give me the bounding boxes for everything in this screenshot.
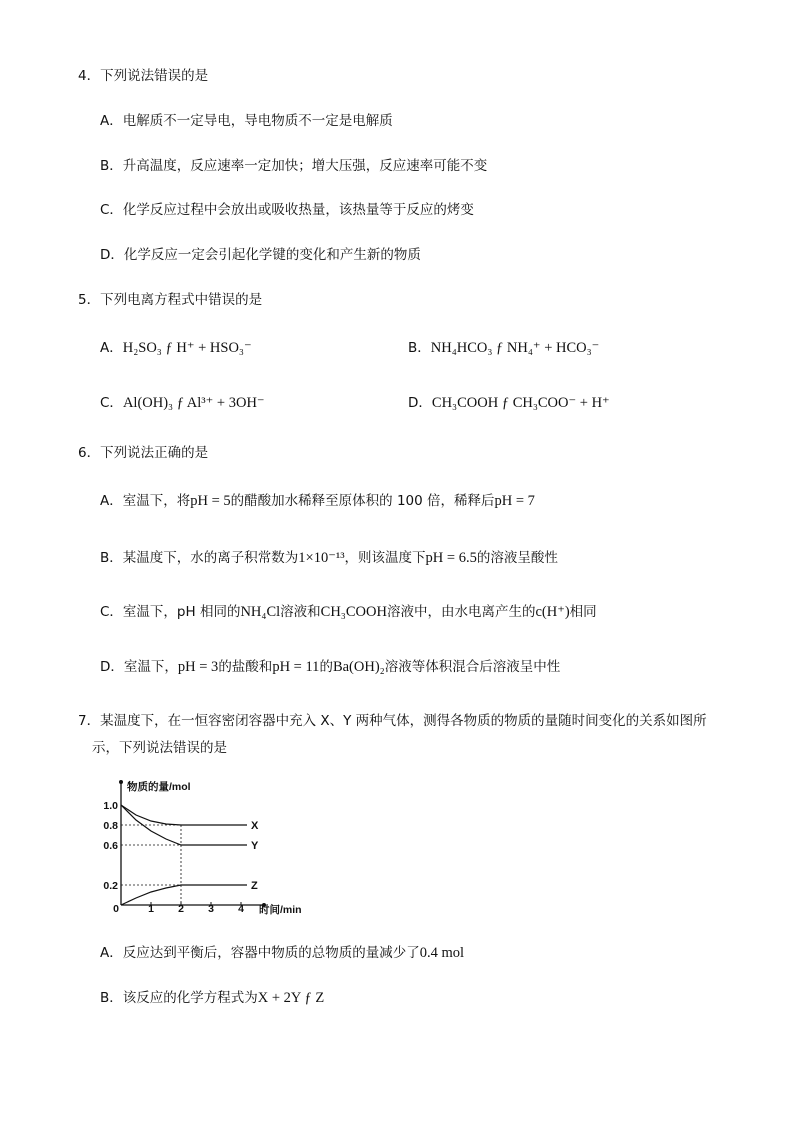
y-axis-label: 物质的量/mol — [127, 781, 191, 793]
text: 的 — [319, 659, 333, 675]
math: NH₄Cl — [240, 604, 281, 620]
question-4-stem: 4．下列说法错误的是 — [78, 68, 209, 84]
question-7-stem-line2: 示，下列说法错误的是 — [92, 740, 227, 756]
math: Ba(OH)₂ — [332, 659, 385, 675]
question-5-option-d — [408, 393, 610, 413]
math: pH = 7 — [494, 493, 535, 509]
math: pH = 5 — [190, 493, 231, 509]
text: A．室温下，将 — [100, 493, 191, 509]
series-label-z: Z — [251, 880, 258, 892]
question-6-option-a — [100, 491, 535, 511]
text: 的醋酸加水稀释至原体积的 100 倍，稀释后 — [230, 493, 495, 509]
x-tick-label: 0 — [113, 903, 119, 915]
ionization-equation: CH₃COOH ƒ CH₃COO⁻ + H⁺ — [431, 395, 610, 411]
text: 溶液中，由水电离产生的 — [386, 604, 536, 620]
math: pH = 3 — [177, 659, 219, 675]
math: CH₃COOH — [320, 604, 387, 620]
question-6-option-c — [100, 602, 597, 622]
x-tick-label: 4 — [238, 903, 244, 915]
x-axis-label: 时间/min — [259, 904, 302, 916]
chart-series — [121, 805, 247, 905]
series-label-x: X — [251, 820, 259, 832]
question-6-option-d — [100, 657, 560, 677]
amount-vs-time-chart — [100, 772, 330, 922]
y-axis-arrow — [119, 780, 123, 784]
series-line-z — [121, 885, 247, 905]
question-4-option-a: A．电解质不一定导电，导电物质不一定是电解质 — [100, 113, 393, 129]
question-7-option-a — [100, 943, 464, 963]
option-label: A． — [100, 340, 123, 356]
x-tick-label: 2 — [178, 903, 184, 915]
y-tick-label: 0.2 — [103, 880, 118, 892]
ionization-equation: Al(OH)₃ ƒ Al³⁺ + 3OH⁻ — [122, 395, 265, 411]
y-tick-label: 0.6 — [103, 840, 118, 852]
text: D．室温下， — [100, 659, 178, 675]
math: 1×10⁻¹³ — [298, 550, 345, 566]
question-6-option-b — [100, 548, 558, 568]
text: ，则该温度下 — [344, 550, 426, 566]
ionization-equation: H₂SO₃ ƒ H⁺ + HSO₃⁻ — [122, 340, 252, 356]
question-5-option-a — [100, 338, 252, 358]
text: 的盐酸和 — [218, 659, 273, 675]
math: c(H⁺) — [535, 604, 570, 620]
text: B．该反应的化学方程式为 — [100, 990, 258, 1006]
text: 溶液等体积混合后溶液呈中性 — [384, 659, 561, 675]
math: pH = 11 — [272, 659, 320, 675]
x-tick-label: 1 — [148, 903, 154, 915]
x-tick-label: 3 — [208, 903, 214, 915]
math: 0.4 mol — [419, 945, 465, 961]
text: C．室温下，pH 相同的 — [100, 604, 241, 620]
text: 相同 — [569, 604, 597, 620]
chart-guides — [121, 825, 181, 905]
option-label: B． — [408, 340, 431, 356]
text: 溶液和 — [280, 604, 321, 620]
series-label-y: Y — [251, 840, 259, 852]
question-4-option-c: C．化学反应过程中会放出或吸收热量，该热量等于反应的烤变 — [100, 202, 474, 218]
math: X + 2Y ƒ Z — [257, 990, 325, 1006]
chart-axes — [119, 780, 266, 907]
question-5-option-c — [100, 393, 265, 413]
question-6-stem: 6．下列说法正确的是 — [78, 445, 209, 461]
ionization-equation: NH₄HCO₃ ƒ NH₄⁺ + HCO₃⁻ — [430, 340, 600, 356]
chart-labels — [103, 780, 301, 916]
series-line-x — [121, 805, 247, 825]
math: pH = 6.5 — [425, 550, 477, 566]
y-tick-label: 0.8 — [103, 820, 118, 832]
question-5-option-b — [408, 338, 599, 358]
y-tick-label: 1.0 — [103, 800, 118, 812]
option-label: C． — [100, 395, 123, 411]
question-4-option-d: D．化学反应一定会引起化学键的变化和产生新的物质 — [100, 247, 421, 263]
question-7-option-b — [100, 988, 324, 1008]
question-4-option-b: B．升高温度，反应速率一定加快；增大压强，反应速率可能不变 — [100, 158, 488, 174]
text: B．某温度下，水的离子积常数为 — [100, 550, 299, 566]
question-5-stem: 5．下列电离方程式中错误的是 — [78, 292, 263, 308]
text: A．反应达到平衡后，容器中物质的总物质的量减少了 — [100, 945, 420, 961]
question-7-stem-line1: 7．某温度下，在一恒容密闭容器中充入 X、Y 两种气体，测得各物质的物质的量随时间变化的关系如图所 — [78, 713, 707, 729]
text: 的溶液呈酸性 — [476, 550, 558, 566]
option-label: D． — [408, 395, 432, 411]
